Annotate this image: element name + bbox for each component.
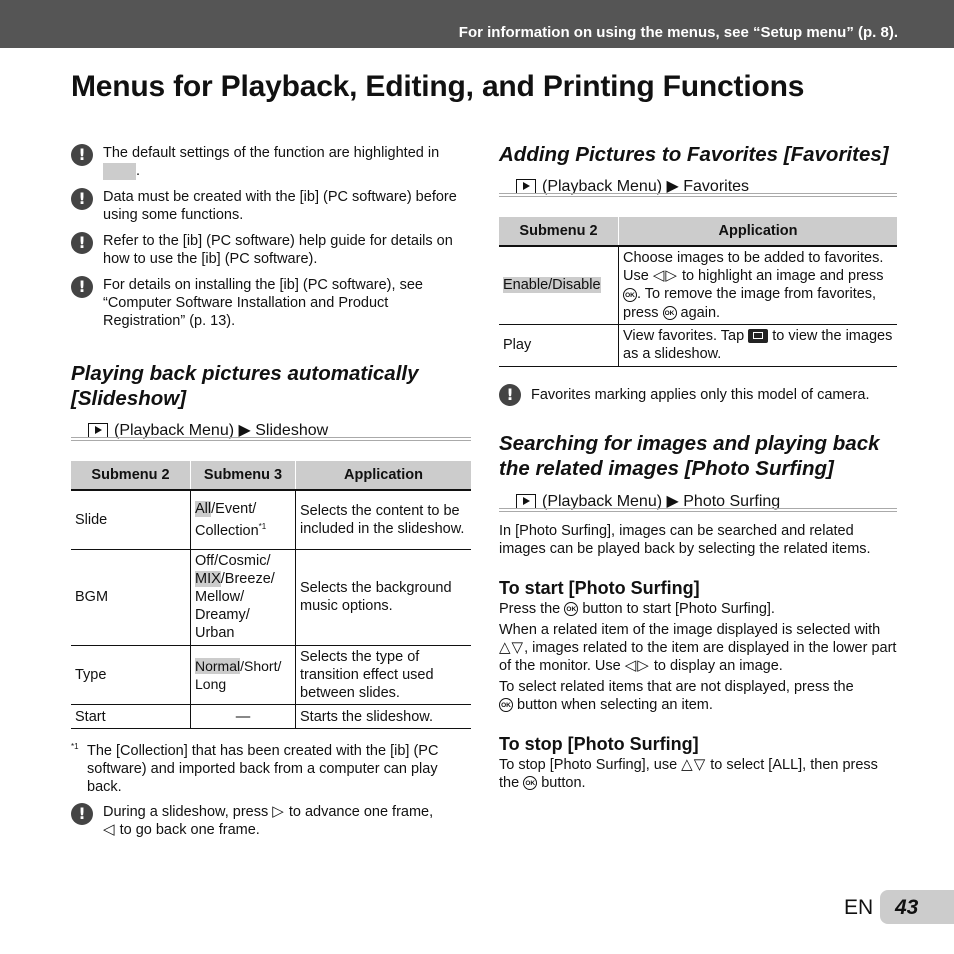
cell: Start (71, 705, 191, 729)
table-row (499, 324, 897, 366)
left-right-icon: ◁▷ (652, 267, 678, 285)
ok-button-icon: OK (499, 698, 513, 712)
note-text: Favorites marking applies only this model of camera. (531, 387, 870, 403)
caution-icon: ! (71, 803, 93, 825)
col-header: Submenu 3 (191, 461, 296, 490)
cell: Enable/Disable (499, 246, 619, 324)
page-title: Menus for Playback, Editing, and Printing Functions (71, 70, 805, 103)
note-text: Data must be created with the [ib] (PC software) before using some functions. (103, 189, 457, 224)
cell: Normal/Short/ Long (191, 645, 296, 705)
cell: Selects the background music options. (296, 549, 472, 645)
caution-icon: ! (499, 384, 521, 406)
start-para-1: Press the OK button to start [Photo Surfing]. (499, 601, 775, 617)
divider (71, 437, 471, 441)
note-slideshow-nav (71, 803, 471, 839)
table-row (71, 705, 471, 729)
menu-path-text: (Playback Menu) ▶ Favorites (542, 178, 750, 195)
cell: BGM (71, 549, 191, 645)
caution-icon: ! (71, 144, 93, 166)
caution-icon: ! (71, 232, 93, 254)
start-heading: To start [Photo Surfing] (499, 578, 700, 598)
note-favorites (499, 384, 899, 404)
footnote-mark: *1 (71, 742, 79, 751)
page-number: 43 (895, 896, 919, 919)
start-para-2: When a related item of the image displayed is selected with △▽, images related to the item are displayed in the lower part of the monitor. Use ◁▷ to display an image. (499, 622, 897, 675)
start-para-3: To select related items that are not displayed, press the OK button when selecting an item. (499, 679, 854, 714)
cell: View favorites. Tap to view the images as a slideshow. (619, 324, 898, 366)
caution-icon: ! (71, 276, 93, 298)
playback-icon (516, 179, 536, 194)
note-text: During a slideshow, press (103, 804, 269, 820)
note-help-guide (71, 232, 471, 268)
table-row (71, 490, 471, 549)
up-down-icon: △▽ (499, 639, 525, 657)
cell: Starts the slideshow. (296, 705, 472, 729)
table-row (71, 645, 471, 705)
cell: Selects the type of transition effect used between slides. (296, 645, 472, 705)
ok-button-icon: OK (623, 288, 637, 302)
cell: Slide (71, 490, 191, 549)
top-banner (0, 0, 954, 48)
cell: All/Event/ Collection$^{*1}$ (191, 490, 296, 549)
note-default-settings (71, 144, 471, 180)
col-header: Application (619, 217, 898, 246)
note-text: Refer to the [ib] (PC software) help guide for details on how to use the [ib] (PC software). (103, 233, 453, 268)
cell: — (191, 705, 296, 729)
menu-path-text: (Playback Menu) ▶ Photo Surfing (542, 493, 781, 510)
table-row (71, 549, 471, 645)
slideshow-heading: Playing back pictures automatically [Slideshow] (71, 362, 419, 410)
note-pc-software-data (71, 188, 471, 224)
col-header: Submenu 2 (71, 461, 191, 490)
cell: Off/Cosmic/ MIX/Breeze/ Mellow/ Dreamy/ Urban (191, 549, 296, 645)
note-text: to go back one frame. (119, 822, 260, 839)
up-down-icon: △▽ (681, 756, 707, 773)
note-text: For details on installing the [ib] (PC software), see “Computer Software Installation and Product Registration” (p. 13). (103, 277, 423, 330)
highlight-swatch (103, 163, 136, 180)
divider (499, 193, 897, 197)
stop-heading: To stop [Photo Surfing] (499, 734, 699, 754)
favorites-table (499, 217, 897, 367)
ok-button-icon: OK (523, 776, 537, 790)
ok-button-icon: OK (564, 602, 578, 616)
menu-path-text: (Playback Menu) ▶ Slideshow (114, 422, 329, 439)
col-header: Submenu 2 (499, 217, 619, 246)
left-right-icon: ◁▷ (624, 657, 650, 675)
note-installing (71, 276, 471, 331)
cell: Choose images to be added to favorites. Use ◁▷ to highlight an image and press OK . To remove the image from favorites, press OK again. (619, 246, 898, 324)
language-label: EN (844, 896, 874, 919)
cell: Selects the content to be included in the slideshow. (296, 490, 472, 549)
ok-button-icon: OK (663, 306, 677, 320)
note-text-end: . (136, 163, 141, 180)
surfing-heading: Searching for images and playing back the related images [Photo Surfing] (499, 432, 880, 480)
cell: Type (71, 645, 191, 705)
playback-icon (88, 423, 108, 438)
cell: Play (499, 324, 619, 366)
banner-text: For information on using the menus, see “Setup menu” (p. 8). (458, 24, 898, 41)
caution-icon: ! (71, 188, 93, 210)
playback-icon (516, 494, 536, 509)
col-header: Application (296, 461, 472, 490)
divider (499, 508, 897, 512)
footnote-text: The [Collection] that has been created with the [ib] (PC software) and imported back from a computer can play back. (87, 743, 439, 796)
stop-para-1: To stop [Photo Surfing], use △▽ to select [ALL], then press the OK button. (499, 756, 878, 792)
note-text: The default settings of the function are highlighted in (103, 145, 440, 161)
note-text: to advance one frame, (288, 804, 434, 820)
table-row (499, 246, 897, 324)
favorites-heading: Adding Pictures to Favorites [Favorites] (499, 143, 889, 166)
surfing-intro: In [Photo Surfing], images can be searched and related images can be played back by selecting the related items. (499, 523, 871, 558)
slideshow-table (71, 461, 471, 729)
left-arrow-icon: ◁ (103, 821, 116, 839)
slideshow-button-icon (748, 329, 768, 343)
right-arrow-icon: ▷ (272, 803, 285, 820)
